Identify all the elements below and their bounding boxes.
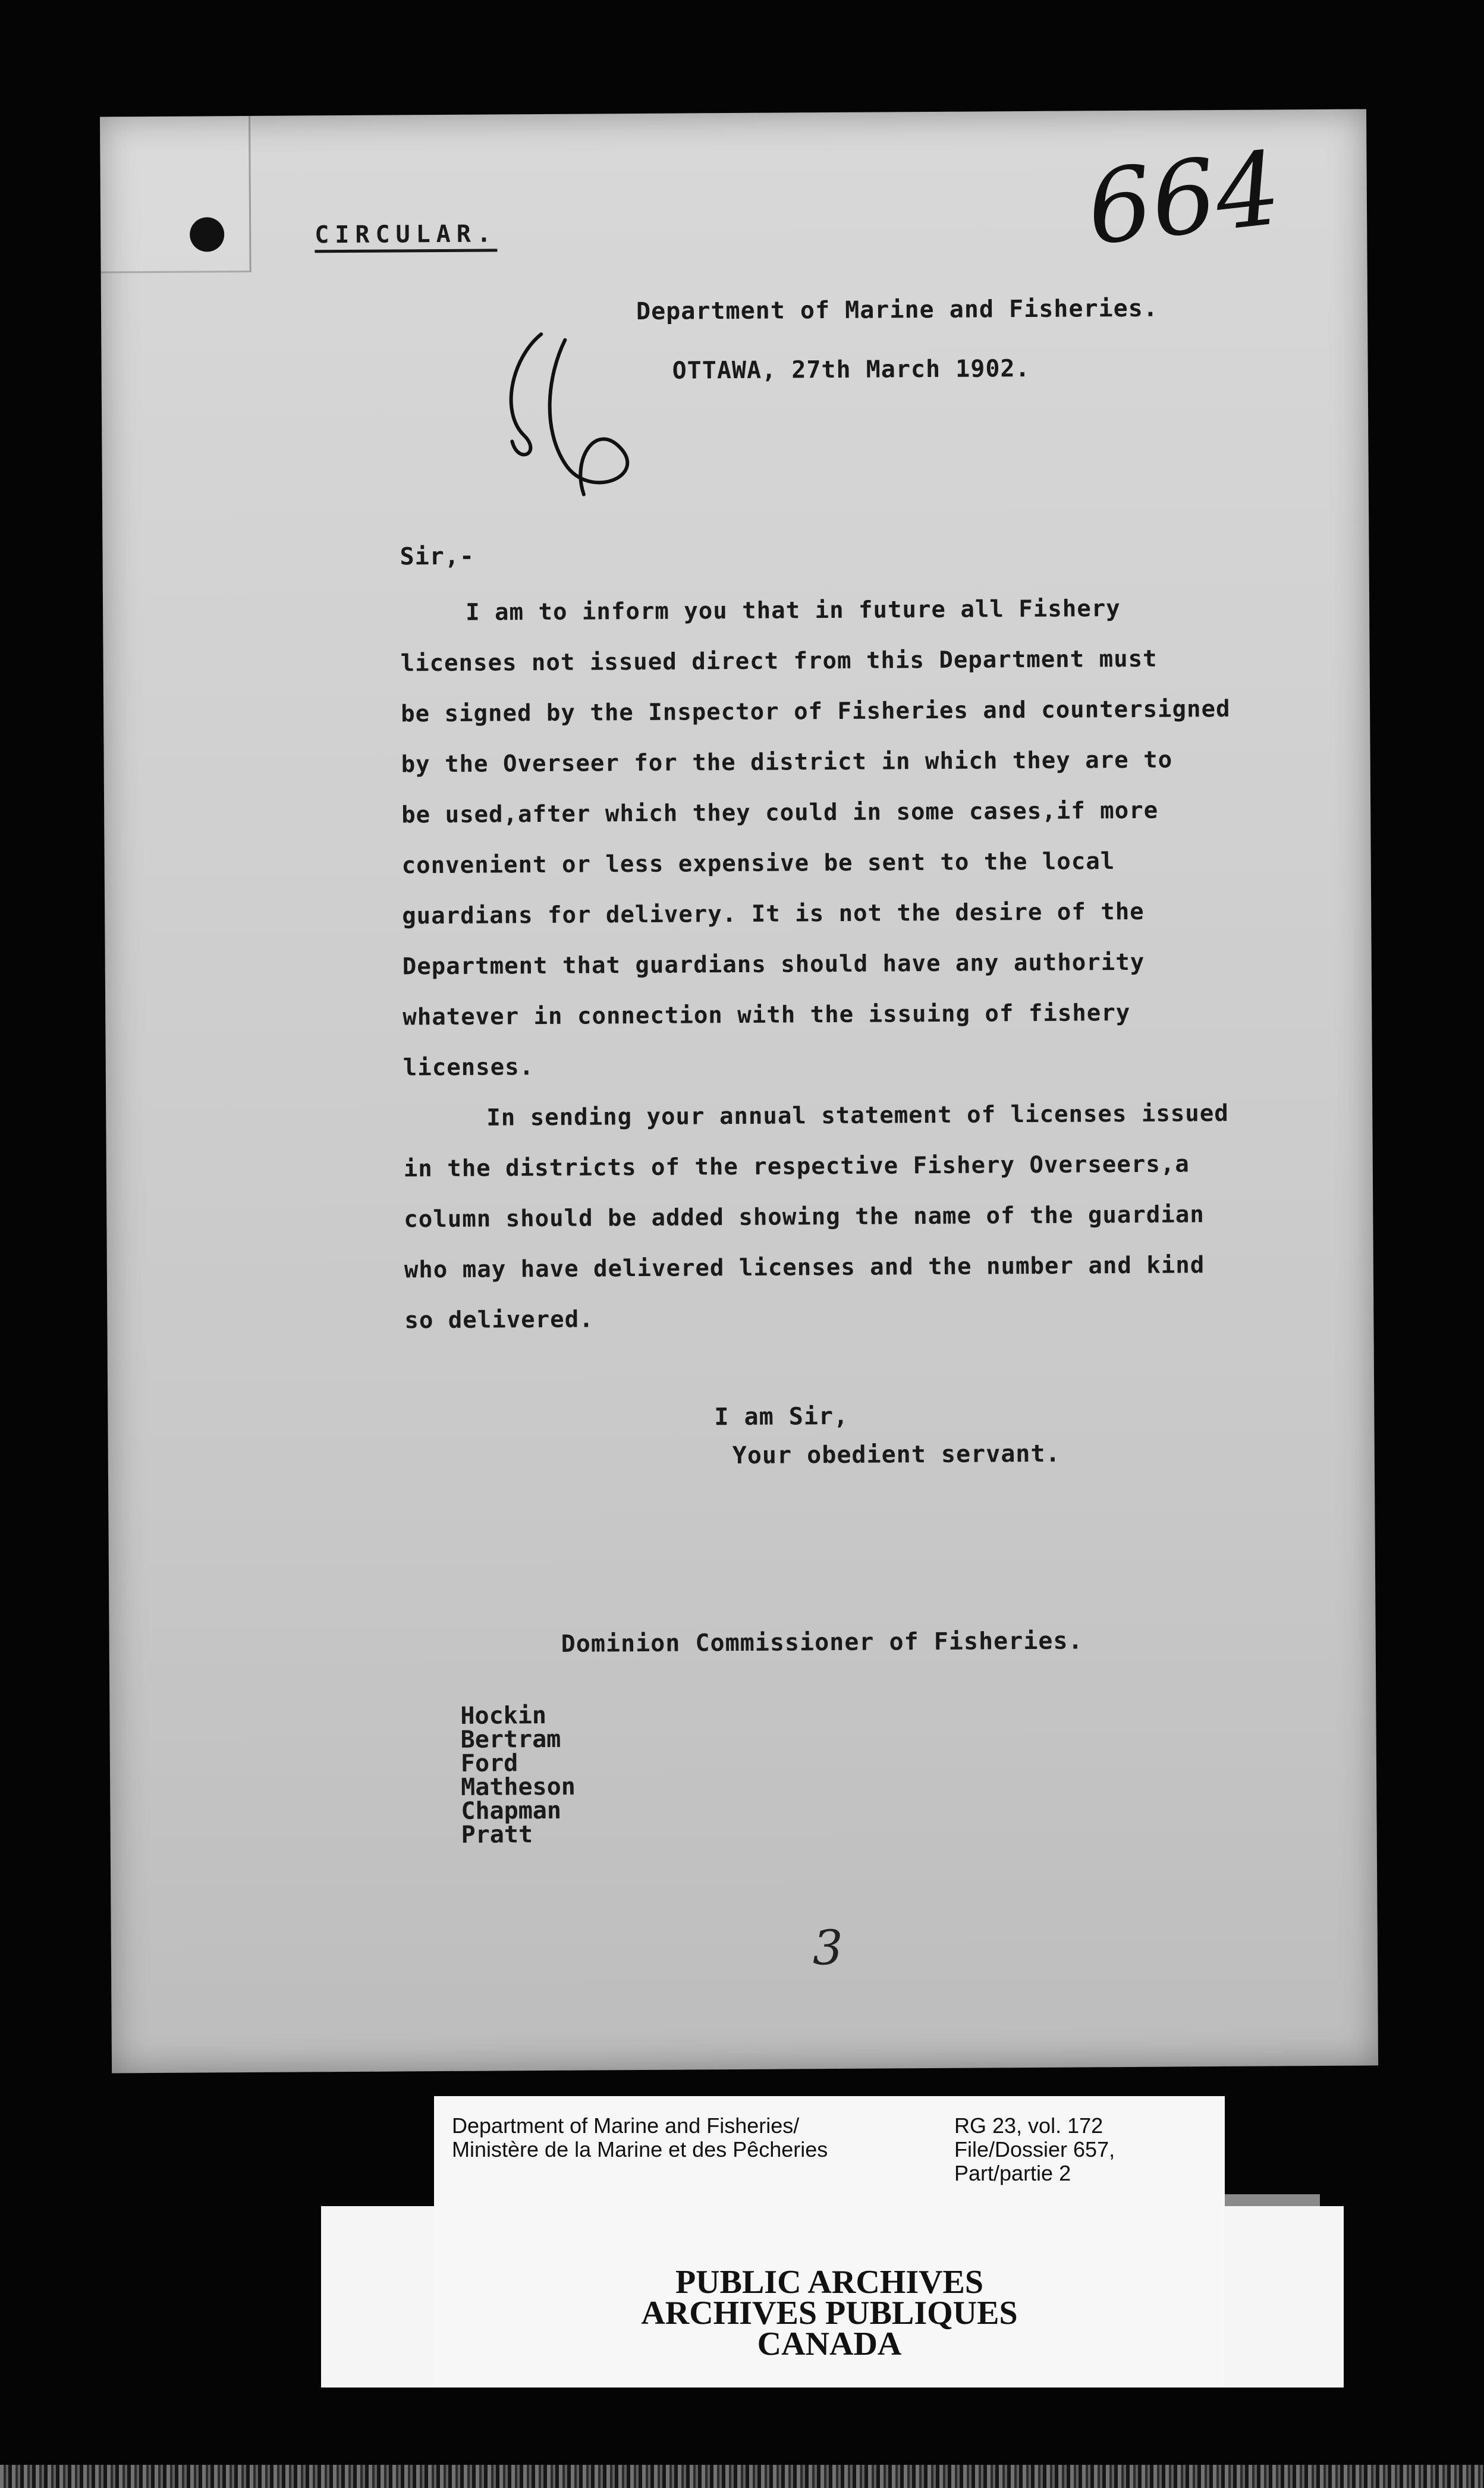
label-record-group: RG 23, vol. 172 [954,2113,1103,2138]
archives-title-en: PUBLIC ARCHIVES [675,2264,984,2301]
body-line: Department that guardians should have any authority [402,948,1145,981]
label-department-fr: Ministère de la Marine et des Pêcheries [452,2137,828,2162]
body-line: column should be added showing the name of the guardian [404,1201,1205,1233]
salutation: Sir,- [400,542,475,571]
body-line: I am to inform you that in future all Fishery [465,595,1121,626]
body-line: be used,after which they could in some cases,if more [401,797,1159,829]
body-line: by the Overseer for the district in which they are to [401,746,1173,778]
handwritten-scribble-mark [476,322,655,519]
archives-title-fr: ARCHIVES PUBLIQUES [641,2295,1018,2332]
body-line: so delivered. [404,1306,594,1334]
signature-title: Dominion Commissioner of Fisheries. [561,1627,1083,1658]
label-part-number: Part/partie 2 [954,2161,1071,2185]
body-line: in the districts of the respective Fishery Overseers,a [403,1151,1190,1183]
label-file-number: File/Dossier 657, [954,2137,1115,2162]
body-line: convenient or less expensive be sent to the local [401,848,1115,879]
archives-country: CANADA [757,2326,902,2363]
body-line: In sending your annual statement of licenses issued [486,1100,1229,1132]
body-line: who may have delivered licenses and the number and kind [404,1252,1205,1284]
recipient-name: Bertram [460,1725,561,1754]
handwritten-file-number: 664 [1081,130,1287,268]
label-department-en: Department of Marine and Fisheries/ [452,2113,800,2138]
body-line: whatever in connection with the issuing of fishery [403,999,1131,1031]
document-page [100,109,1378,2073]
circular-heading: CIRCULAR. [315,220,497,253]
body-line: be signed by the Inspector of Fisheries and countersigned [401,695,1231,728]
place-date-line: OTTAWA, 27th March 1902. [672,354,1030,385]
recipient-name: Ford [460,1749,518,1777]
recipient-name: Hockin [460,1701,547,1730]
recipient-name: Matheson [461,1773,576,1801]
recipient-name: Chapman [461,1796,562,1825]
body-line: licenses not issued direct from this Department must [400,645,1158,677]
closing-line: I am Sir, [714,1402,849,1431]
closing-line: Your obedient servant. [732,1440,1061,1470]
film-edge-strip [0,2465,1484,2488]
body-line: guardians for delivery. It is not the desire of the [402,898,1145,930]
body-line: licenses. [403,1054,535,1082]
recipient-name: Pratt [461,1821,533,1849]
handwritten-page-mark: 3 [812,1920,844,1976]
department-line: Department of Marine and Fisheries. [636,294,1159,326]
page-fold-corner [100,116,251,274]
punch-hole [190,217,224,252]
